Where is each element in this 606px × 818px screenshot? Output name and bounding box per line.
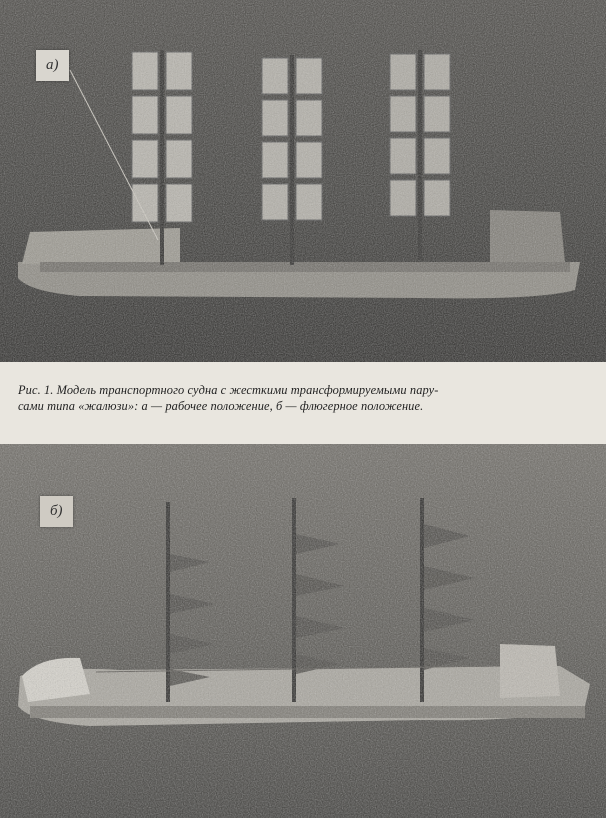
figure-caption	[18, 382, 592, 414]
caption-line-1: Рис. 1. Модель транспортного судна с жесткими трансформируемыми пару-	[18, 383, 439, 397]
photo-a-image	[0, 0, 606, 362]
photo-ship-working-position	[0, 0, 606, 362]
panel-label-b: б)	[40, 496, 73, 527]
photo-ship-feathered-position	[0, 444, 606, 818]
panel-label-a: а)	[36, 50, 69, 81]
photo-b-image	[0, 444, 606, 818]
caption-line-2: сами типа «жалюзи»: а — рабочее положение, б — флюгерное положение.	[18, 399, 424, 413]
